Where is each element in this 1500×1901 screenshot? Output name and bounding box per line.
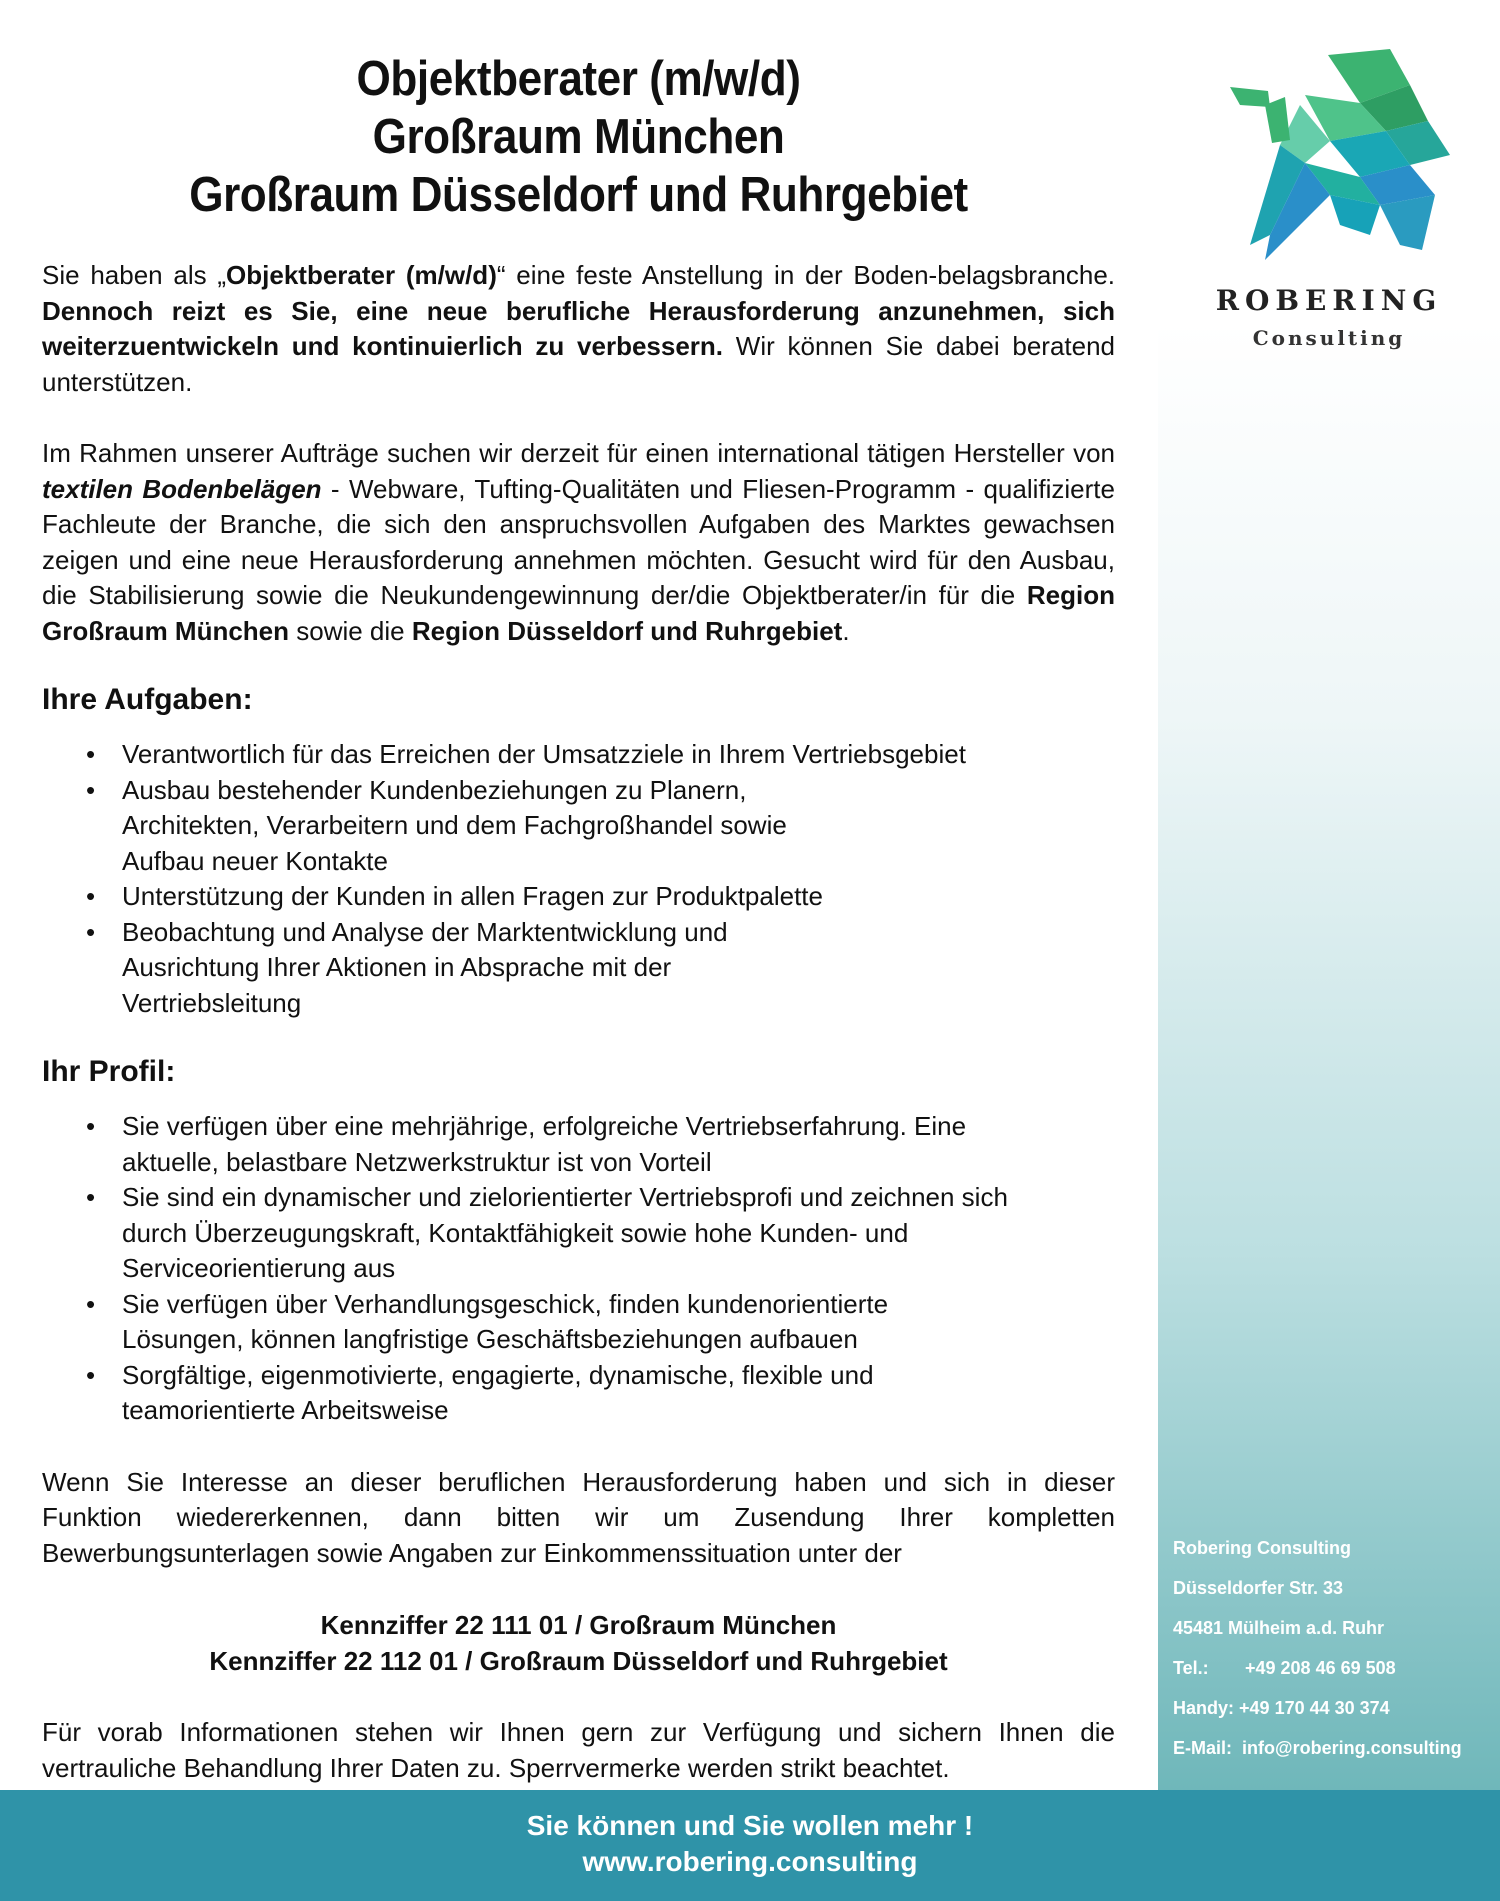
reference-numbers: [42, 1607, 1115, 1679]
context-bold: Region Düsseldorf und Ruhrgebiet: [411, 615, 843, 646]
page-title: [96, 50, 1062, 224]
context-bold: Region Großraum München: [42, 580, 1115, 646]
email-link[interactable]: info@robering.consulting: [1242, 1738, 1462, 1758]
profil-heading: Ihr Profil:: [42, 1055, 176, 1088]
intro-text: Wir können Sie dabei beratend unterstützen.: [42, 331, 1116, 397]
title-line: Großraum Düsseldorf und Ruhrgebiet: [189, 168, 968, 222]
intro-text: “ eine feste Anstellung in der Boden-belagsbranche.: [496, 260, 1115, 290]
tel-number[interactable]: +49 208 46 69 508: [1245, 1658, 1396, 1678]
intro-text: Sie haben als „: [42, 260, 227, 290]
footer-url[interactable]: www.robering.consulting: [582, 1846, 918, 1877]
reference-line: Kennziffer 22 112 01 / Großraum Düsseldorf und Ruhrgebiet: [209, 1646, 948, 1676]
contact-city: 45481 Mülheim a.d. Ruhr: [1173, 1618, 1385, 1638]
profil-list: [42, 1109, 1115, 1429]
email-label: E-Mail:: [1173, 1738, 1233, 1758]
context-bold-italic: textilen Bodenbelägen: [42, 473, 322, 504]
contact-block: [1173, 1528, 1493, 1768]
spacer: [42, 1429, 1115, 1465]
footer-banner: [0, 1790, 1500, 1901]
list-item: • Unterstützung der Kunden in allen Fragen zur Produktpalette: [122, 879, 1115, 915]
intro-bold: Objektberater (m/w/d): [226, 260, 497, 290]
contact-company: Robering Consulting: [1173, 1538, 1351, 1558]
brand-name: ROBERING: [1215, 284, 1443, 317]
list-item: • Sie verfügen über Verhandlungsgeschick, finden kundenorientierte Lösungen, können langfristige Geschäftsbeziehungen aufbauen: [122, 1287, 992, 1358]
context-paragraph: [42, 436, 1115, 649]
context-text: sowie die: [289, 615, 412, 646]
reference-line: Kennziffer 22 111 01 / Großraum München: [320, 1610, 837, 1640]
lion-logo-icon: [1210, 45, 1460, 275]
brand-subtitle: Consulting: [1252, 326, 1406, 350]
context-text: - Webware, Tufting-Qualitäten und Fliesen-Programm - qualifizierte Fachleute der Branche, die sich den anspruchsvollen Aufgaben des Marktes gewachsen zeigen und eine neue Herausforderung annehmen möchten. Gesucht wird für den Ausbau, die Stabilisierung sowie die Neukundengewinnung der/die Objektberater/in für die: [42, 473, 1115, 610]
context-text: Im Rahmen unserer Aufträge suchen wir derzeit für einen international tätigen Hersteller von: [42, 438, 1115, 468]
list-item: • Sorgfältige, eigenmotivierte, engagierte, dynamische, flexible und teamorientierte Arbeitsweise: [122, 1358, 992, 1429]
contact-street: Düsseldorfer Str. 33: [1173, 1578, 1344, 1598]
list-item: • Beobachtung und Analyse der Marktentwicklung und Ausrichtung Ihrer Aktionen in Absprache mit der Vertriebsleitung: [122, 915, 842, 1022]
intro-bold: Dennoch reizt es Sie, eine neue berufliche Herausforderung anzunehmen, sich weiterzuentwickeln und kontinuierlich zu verbessern.: [42, 295, 1115, 361]
final-note: Für vorab Informationen stehen wir Ihnen gern zur Verfügung und sichern Ihnen die vertrauliche Behandlung Ihrer Daten zu. Sperrvermerke werden strikt beachtet.: [42, 1717, 1115, 1783]
list-item: • Sie verfügen über eine mehrjährige, erfolgreiche Vertriebserfahrung. Eine aktuelle, belastbare Netzwerkstruktur ist von Vorteil: [122, 1109, 1002, 1180]
list-item: • Sie sind ein dynamischer und zielorientierter Vertriebsprofi und zeichnen sich durch Überzeugungskraft, Kontaktfähigkeit sowie hohe Kunden- und Serviceorientierung aus: [122, 1180, 1022, 1287]
tel-label: Tel.:: [1173, 1658, 1209, 1678]
aufgaben-heading: Ihre Aufgaben:: [42, 683, 253, 716]
footer-slogan: Sie können und Sie wollen mehr !: [526, 1810, 974, 1841]
handy-number[interactable]: +49 170 44 30 374: [1239, 1698, 1390, 1718]
context-text: .: [842, 615, 850, 646]
title-line: Großraum München: [372, 110, 785, 164]
contact-email: [1173, 1728, 1493, 1768]
intro-paragraph: [42, 258, 1115, 400]
spacer: [42, 400, 1115, 436]
handy-label: Handy:: [1173, 1698, 1235, 1718]
title-line: Objektberater (m/w/d): [356, 52, 801, 106]
closing-paragraph: Wenn Sie Interesse an dieser beruflichen Herausforderung haben und sich in dieser Funktion wiedererkennen, dann bitten wir um Zusendung Ihrer kompletten Bewerbungsunterlagen sowie Angaben zur Einkommenssituation unter der: [42, 1466, 1115, 1568]
contact-handy: [1173, 1688, 1493, 1728]
list-item: • Ausbau bestehender Kundenbeziehungen zu Planern, Architekten, Verarbeitern und dem Fachgroßhandel sowie Aufbau neuer Kontakte: [122, 773, 842, 880]
aufgaben-list: [42, 737, 1115, 1021]
contact-tel: [1173, 1648, 1493, 1688]
main-content: [42, 50, 1115, 1786]
list-item: • Verantwortlich für das Erreichen der Umsatzziele in Ihrem Vertriebsgebiet: [122, 737, 1115, 773]
